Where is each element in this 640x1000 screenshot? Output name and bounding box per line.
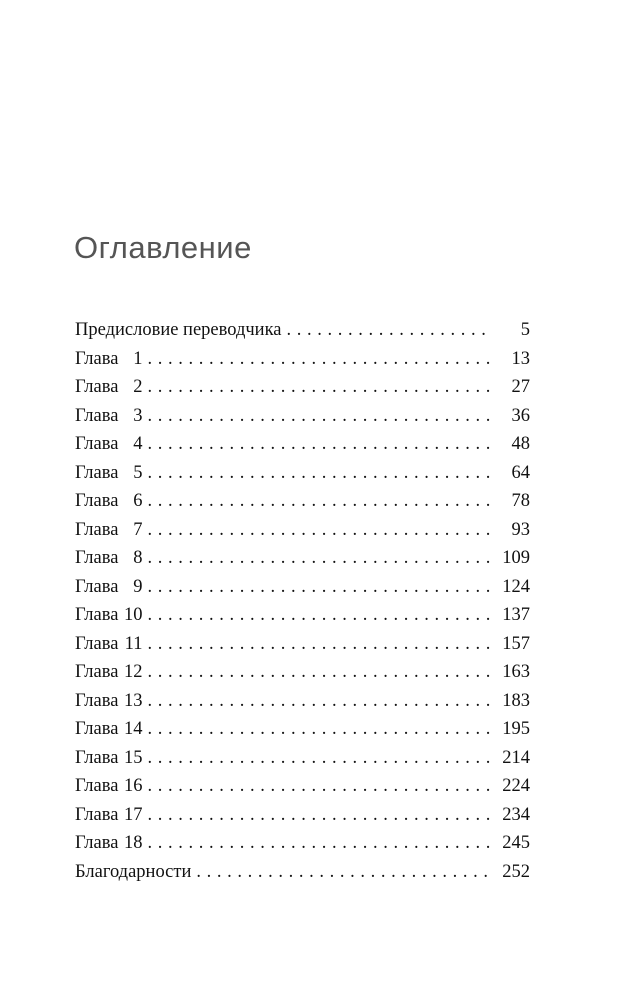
toc-item-chapter-number: 18 xyxy=(123,833,143,853)
toc-item-word: Глава xyxy=(75,804,119,825)
toc-item-chapter-7 xyxy=(75,516,530,545)
dot-leader xyxy=(147,772,490,801)
dot-leader xyxy=(147,487,490,516)
toc-item-label xyxy=(75,516,142,545)
toc-item-word: Глава xyxy=(75,548,119,568)
toc-item-chapter-number: 7 xyxy=(133,519,143,540)
toc-item-page-number: 27 xyxy=(511,377,530,397)
toc-item-chapter-8 xyxy=(75,544,530,573)
dot-leader xyxy=(147,430,490,459)
toc-item-chapter-number: 15 xyxy=(123,747,143,768)
toc-item-chapter-number: 2 xyxy=(133,377,143,397)
toc-item-chapter-number: 4 xyxy=(133,434,143,454)
toc-item-label xyxy=(75,687,142,716)
toc-item-label xyxy=(75,829,142,858)
toc-item-label xyxy=(75,772,142,801)
toc-item-label xyxy=(75,630,142,659)
toc-item-page-number: 13 xyxy=(511,348,530,369)
toc-item-label xyxy=(75,345,142,374)
toc-item-page-number: 157 xyxy=(502,633,530,654)
toc-item-chapter-number: 10 xyxy=(123,605,143,625)
toc-item-word: Глава xyxy=(75,776,119,796)
dot-leader xyxy=(147,345,490,374)
toc-item-preface xyxy=(75,316,530,345)
toc-item-word: Глава xyxy=(75,462,119,483)
toc-item-word: Глава xyxy=(75,519,119,540)
toc-item-page-number: 214 xyxy=(502,747,530,768)
toc-item-page-number: 48 xyxy=(511,434,530,454)
toc-item-label xyxy=(75,430,142,459)
toc-item-chapter-16 xyxy=(75,772,530,801)
toc-item-chapter-13 xyxy=(75,687,530,716)
toc-item-label xyxy=(75,373,142,402)
toc-item-chapter-number: 16 xyxy=(123,776,143,796)
toc-item-chapter-18 xyxy=(75,829,530,858)
toc-item-page-number: 78 xyxy=(511,491,530,511)
dot-leader xyxy=(147,801,490,830)
toc-item-page-number: 224 xyxy=(502,776,530,796)
dot-leader xyxy=(147,402,490,431)
toc-item-chapter-number: 11 xyxy=(124,633,143,654)
toc-item-page-number: 252 xyxy=(502,861,530,882)
toc-item-chapter-number: 9 xyxy=(133,576,143,597)
page-title: Оглавление xyxy=(74,230,252,265)
dot-leader xyxy=(147,573,490,602)
toc-item-word: Глава xyxy=(75,662,119,682)
toc-item-chapter-number: 1 xyxy=(133,348,143,369)
toc-item-page-number: 245 xyxy=(502,833,530,853)
dot-leader xyxy=(147,658,490,687)
toc-item-chapter-10 xyxy=(75,601,530,630)
toc-item-word: Глава xyxy=(75,719,119,739)
toc-item-page-number: 183 xyxy=(502,690,530,711)
dot-leader xyxy=(147,459,490,488)
toc-item-chapter-14 xyxy=(75,715,530,744)
toc-item-word: Глава xyxy=(75,747,119,768)
toc-item-chapter-9 xyxy=(75,573,530,602)
toc-item-page-number: 109 xyxy=(502,548,530,568)
toc-item-label xyxy=(75,573,142,602)
toc-item-label xyxy=(75,715,142,744)
toc-item-label xyxy=(75,402,142,431)
toc-item-page-number: 234 xyxy=(502,804,530,825)
toc-item-label: Благодарности xyxy=(75,861,192,882)
toc-item-chapter-number: 8 xyxy=(133,548,143,568)
dot-leader xyxy=(196,858,490,887)
dot-leader xyxy=(147,744,490,773)
toc-item-word: Глава xyxy=(75,348,119,369)
toc-item-chapter-17 xyxy=(75,801,530,830)
toc-item-word: Глава xyxy=(75,377,119,397)
toc-item-word: Глава xyxy=(75,633,119,654)
dot-leader xyxy=(147,630,490,659)
toc-item-chapter-6 xyxy=(75,487,530,516)
toc-item-label xyxy=(75,601,142,630)
toc-item-page-number: 124 xyxy=(502,576,530,597)
toc-item-label xyxy=(75,744,142,773)
toc-item-chapter-2 xyxy=(75,373,530,402)
toc-item-chapter-15 xyxy=(75,744,530,773)
dot-leader xyxy=(147,544,490,573)
dot-leader xyxy=(147,687,490,716)
dot-leader xyxy=(147,373,490,402)
toc-item-page-number: 93 xyxy=(511,519,530,540)
toc-item-page-number: 5 xyxy=(520,320,530,340)
toc-item-chapter-4 xyxy=(75,430,530,459)
toc-item-word: Глава xyxy=(75,605,119,625)
toc-item-label xyxy=(75,801,142,830)
table-of-contents xyxy=(75,316,530,886)
toc-item-chapter-number: 5 xyxy=(133,462,143,483)
toc-item-chapter-number: 14 xyxy=(123,719,143,739)
dot-leader xyxy=(147,601,490,630)
toc-item-chapter-number: 12 xyxy=(123,662,143,682)
toc-item-chapter-11 xyxy=(75,630,530,659)
toc-item-label xyxy=(75,487,142,516)
toc-item-chapter-5 xyxy=(75,459,530,488)
toc-item-page-number: 163 xyxy=(502,662,530,682)
toc-item-label xyxy=(75,544,142,573)
toc-item-chapter-number: 13 xyxy=(123,690,143,711)
toc-item-chapter-12 xyxy=(75,658,530,687)
toc-item-page-number: 137 xyxy=(502,605,530,625)
toc-item-chapter-1 xyxy=(75,345,530,374)
toc-item-label xyxy=(75,658,142,687)
toc-item-label: Предисловие переводчика xyxy=(75,320,282,340)
toc-item-chapter-3 xyxy=(75,402,530,431)
toc-item-page-number: 195 xyxy=(502,719,530,739)
toc-item-word: Глава xyxy=(75,405,119,426)
dot-leader xyxy=(147,829,490,858)
toc-item-word: Глава xyxy=(75,576,119,597)
dot-leader xyxy=(147,715,490,744)
toc-item-word: Глава xyxy=(75,833,119,853)
dot-leader xyxy=(147,516,490,545)
toc-item-page-number: 36 xyxy=(511,405,530,426)
toc-item-chapter-number: 17 xyxy=(123,804,143,825)
toc-item-word: Глава xyxy=(75,434,119,454)
toc-item-acknowledgements xyxy=(75,858,530,887)
toc-item-word: Глава xyxy=(75,491,119,511)
toc-item-label xyxy=(75,459,142,488)
toc-item-page-number: 64 xyxy=(511,462,530,483)
toc-item-chapter-number: 6 xyxy=(133,491,143,511)
dot-leader xyxy=(287,316,491,345)
toc-item-chapter-number: 3 xyxy=(133,405,143,426)
toc-item-word: Глава xyxy=(75,690,119,711)
